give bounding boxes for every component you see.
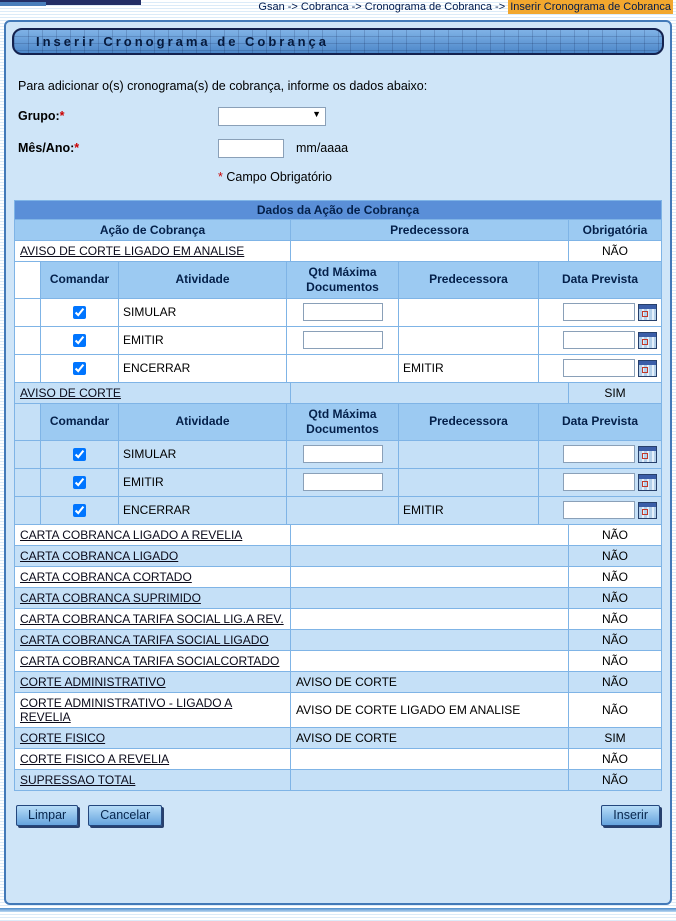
- predecessora-cell: [291, 383, 569, 404]
- obrigatoria-cell: NÃO: [569, 609, 661, 630]
- acao-row: [15, 567, 661, 588]
- qtd-maxima-cell: [287, 497, 399, 525]
- comandar-checkbox[interactable]: [73, 504, 86, 517]
- acao-link[interactable]: CARTA COBRANCA TARIFA SOCIAL LIGADO: [20, 632, 269, 647]
- predecessora-cell: [291, 567, 569, 588]
- predecessora-cell: [291, 525, 569, 546]
- mes-ano-label: Mês/Ano:*: [18, 141, 80, 155]
- comandar-cell: [41, 327, 119, 355]
- activity-indent-cell: [15, 299, 41, 327]
- acao-link[interactable]: SUPRESSAO TOTAL: [20, 772, 136, 787]
- qtd-maxima-input[interactable]: [303, 473, 383, 491]
- acoes-table-body: [15, 241, 661, 791]
- activity-indent-cell: [15, 469, 41, 497]
- acao-cell: [15, 567, 291, 588]
- qtd-maxima-input[interactable]: [303, 331, 383, 349]
- acao-link[interactable]: CARTA COBRANCA LIGADO A REVELIA: [20, 527, 243, 542]
- activity-indent-cell: [15, 355, 41, 383]
- obrigatoria-cell: NÃO: [569, 693, 661, 728]
- action-buttons: [16, 805, 660, 826]
- obrigatoria-cell: NÃO: [569, 630, 661, 651]
- data-prevista-cell: [539, 299, 661, 327]
- obrigatoria-cell: SIM: [569, 728, 661, 749]
- data-prevista-input[interactable]: [563, 473, 635, 491]
- breadcrumb-path[interactable]: Gsan -> Cobranca -> Cronograma de Cobranca ->: [258, 1, 509, 13]
- acao-row: [15, 651, 661, 672]
- qtd-maxima-cell: [287, 355, 399, 383]
- predecessora-cell: [291, 651, 569, 672]
- activity-col-header: Qtd Máxima Documentos: [287, 262, 399, 299]
- activity-indent-cell: [15, 497, 41, 525]
- acao-row: [15, 546, 661, 567]
- comandar-checkbox[interactable]: [73, 306, 86, 319]
- mes-ano-input[interactable]: [218, 139, 284, 158]
- activity-predecessora-cell: [399, 299, 539, 327]
- data-prevista-cell: [539, 497, 661, 525]
- acao-cell: [15, 672, 291, 693]
- acao-link[interactable]: CARTA COBRANCA CORTADO: [20, 569, 192, 584]
- predecessora-cell: [291, 241, 569, 262]
- acao-row: [15, 383, 661, 404]
- mes-ano-format-hint: mm/aaaa: [296, 141, 349, 155]
- predecessora-cell: AVISO DE CORTE LIGADO EM ANALISE: [291, 693, 569, 728]
- acao-row: [15, 609, 661, 630]
- acao-link[interactable]: CORTE FISICO A REVELIA: [20, 751, 170, 766]
- col-header-acao: Ação de Cobrança: [15, 220, 291, 241]
- page-title: Inserir Cronograma de Cobrança: [12, 28, 664, 55]
- activity-predecessora-cell: [399, 469, 539, 497]
- predecessora-cell: [291, 630, 569, 651]
- acao-link[interactable]: CARTA COBRANCA TARIFA SOCIALCORTADO: [20, 653, 280, 668]
- calendar-icon[interactable]: [638, 502, 657, 519]
- acao-row: [15, 749, 661, 770]
- atividade-cell: ENCERRAR: [119, 497, 287, 525]
- qtd-maxima-input[interactable]: [303, 445, 383, 463]
- table-title: Dados da Ação de Cobrança: [15, 201, 661, 220]
- acao-row: [15, 728, 661, 749]
- activity-row: [15, 497, 661, 525]
- acao-cell: [15, 770, 291, 791]
- acao-link[interactable]: CARTA COBRANCA LIGADO: [20, 548, 179, 563]
- limpar-button[interactable]: Limpar: [16, 805, 78, 826]
- acoes-cobranca-table: [14, 200, 662, 791]
- comandar-cell: [41, 355, 119, 383]
- acao-cell: [15, 588, 291, 609]
- activity-row: [15, 441, 661, 469]
- grupo-select[interactable]: [218, 107, 326, 126]
- comandar-cell: [41, 497, 119, 525]
- data-prevista-cell: [539, 327, 661, 355]
- data-prevista-input[interactable]: [563, 359, 635, 377]
- activity-col-header: Data Prevista: [539, 404, 661, 441]
- table-header-row: [15, 220, 661, 241]
- activity-row: [15, 299, 661, 327]
- predecessora-cell: [291, 588, 569, 609]
- acao-row: [15, 770, 661, 791]
- data-prevista-cell: [539, 441, 661, 469]
- activity-col-header: Atividade: [119, 404, 287, 441]
- comandar-cell: [41, 441, 119, 469]
- acao-cell: [15, 609, 291, 630]
- acao-link[interactable]: CORTE FISICO: [20, 730, 106, 745]
- acao-cell: [15, 630, 291, 651]
- chevron-down-icon: ▼: [312, 109, 321, 119]
- predecessora-cell: [291, 749, 569, 770]
- obrigatoria-cell: NÃO: [569, 567, 661, 588]
- acao-link[interactable]: AVISO DE CORTE: [20, 385, 121, 400]
- data-prevista-cell: [539, 469, 661, 497]
- predecessora-cell: AVISO DE CORTE: [291, 672, 569, 693]
- intro-text: Para adicionar o(s) cronograma(s) de cobrança, informe os dados abaixo:: [18, 79, 428, 93]
- atividade-cell: EMITIR: [119, 469, 287, 497]
- activity-predecessora-cell: [399, 441, 539, 469]
- data-prevista-input[interactable]: [563, 331, 635, 349]
- activity-indent-cell: [15, 327, 41, 355]
- obrigatoria-cell: NÃO: [569, 672, 661, 693]
- obrigatoria-cell: NÃO: [569, 525, 661, 546]
- comandar-checkbox[interactable]: [73, 448, 86, 461]
- acao-link[interactable]: AVISO DE CORTE LIGADO EM ANALISE: [20, 243, 245, 258]
- qtd-maxima-cell: [287, 469, 399, 497]
- activity-predecessora-cell: EMITIR: [399, 355, 539, 383]
- activity-col-header: Comandar: [41, 262, 119, 299]
- comandar-checkbox[interactable]: [73, 476, 86, 489]
- calendar-icon[interactable]: [638, 304, 657, 321]
- calendar-icon[interactable]: [638, 474, 657, 491]
- qtd-maxima-cell: [287, 299, 399, 327]
- comandar-cell: [41, 299, 119, 327]
- acao-row: [15, 588, 661, 609]
- button-spacer: [162, 805, 601, 826]
- obrigatoria-cell: SIM: [569, 383, 661, 404]
- mes-ano-row: [18, 139, 664, 158]
- activity-col-header: Atividade: [119, 262, 287, 299]
- activity-col-header: Data Prevista: [539, 262, 661, 299]
- obrigatoria-cell: NÃO: [569, 749, 661, 770]
- activity-col-header: Qtd Máxima Documentos: [287, 404, 399, 441]
- acao-cell: [15, 546, 291, 567]
- breadcrumb: [258, 1, 673, 13]
- breadcrumb-current: Inserir Cronograma de Cobranca: [510, 1, 671, 13]
- acao-cell: [15, 693, 291, 728]
- qtd-maxima-cell: [287, 441, 399, 469]
- acao-link[interactable]: CORTE ADMINISTRATIVO - LIGADO A REVELIA: [20, 695, 233, 724]
- data-prevista-input[interactable]: [563, 501, 635, 519]
- obrigatoria-cell: NÃO: [569, 651, 661, 672]
- atividade-cell: SIMULAR: [119, 441, 287, 469]
- col-header-predecessora: Predecessora: [291, 220, 569, 241]
- activity-row: [15, 355, 661, 383]
- acao-row: [15, 672, 661, 693]
- content-panel: [4, 20, 672, 905]
- predecessora-cell: [291, 770, 569, 791]
- grupo-label: Grupo:*: [18, 108, 65, 123]
- acao-row: [15, 241, 661, 262]
- comandar-cell: [41, 469, 119, 497]
- activity-row: [15, 327, 661, 355]
- obrigatoria-cell: NÃO: [569, 588, 661, 609]
- acao-cell: [15, 728, 291, 749]
- footer-divider-bar: [0, 908, 676, 912]
- calendar-icon[interactable]: [638, 360, 657, 377]
- atividade-cell: ENCERRAR: [119, 355, 287, 383]
- activity-header-indent: [15, 262, 41, 299]
- predecessora-cell: AVISO DE CORTE: [291, 728, 569, 749]
- acao-cell: [15, 525, 291, 546]
- calendar-icon[interactable]: [638, 332, 657, 349]
- acao-cell: [15, 383, 291, 404]
- acao-row: [15, 693, 661, 728]
- activity-header-row: [15, 404, 661, 441]
- data-prevista-cell: [539, 355, 661, 383]
- data-prevista-input[interactable]: [563, 303, 635, 321]
- qtd-maxima-cell: [287, 327, 399, 355]
- activity-col-header: Predecessora: [399, 262, 539, 299]
- acao-row: [15, 525, 661, 546]
- acao-link[interactable]: CARTA COBRANCA SUPRIMIDO: [20, 590, 201, 605]
- acao-row: [15, 630, 661, 651]
- acao-cell: [15, 651, 291, 672]
- comandar-checkbox[interactable]: [73, 334, 86, 347]
- activity-header-row: [15, 262, 661, 299]
- col-header-obrigatoria: Obrigatória: [569, 220, 661, 241]
- atividade-cell: EMITIR: [119, 327, 287, 355]
- obrigatoria-cell: NÃO: [569, 770, 661, 791]
- grupo-row: [18, 106, 664, 126]
- activity-col-header: Predecessora: [399, 404, 539, 441]
- top-menu-active-remnant: [0, 2, 46, 6]
- predecessora-cell: [291, 609, 569, 630]
- atividade-cell: SIMULAR: [119, 299, 287, 327]
- acao-cell: [15, 749, 291, 770]
- required-field-note: * Campo Obrigatório: [218, 169, 332, 184]
- comandar-checkbox[interactable]: [73, 362, 86, 375]
- activity-indent-cell: [15, 441, 41, 469]
- acao-cell: [15, 241, 291, 262]
- activity-col-header: Comandar: [41, 404, 119, 441]
- calendar-icon[interactable]: [638, 446, 657, 463]
- cancelar-button[interactable]: Cancelar: [88, 805, 162, 826]
- activity-predecessora-cell: [399, 327, 539, 355]
- predecessora-cell: [291, 546, 569, 567]
- activity-header-indent: [15, 404, 41, 441]
- acao-link[interactable]: CORTE ADMINISTRATIVO: [20, 674, 166, 689]
- obrigatoria-cell: NÃO: [569, 241, 661, 262]
- obrigatoria-cell: NÃO: [569, 546, 661, 567]
- data-prevista-input[interactable]: [563, 445, 635, 463]
- activity-predecessora-cell: EMITIR: [399, 497, 539, 525]
- inserir-button[interactable]: Inserir: [601, 805, 660, 826]
- acao-link[interactable]: CARTA COBRANCA TARIFA SOCIAL LIG.A REV.: [20, 611, 284, 626]
- qtd-maxima-input[interactable]: [303, 303, 383, 321]
- activity-row: [15, 469, 661, 497]
